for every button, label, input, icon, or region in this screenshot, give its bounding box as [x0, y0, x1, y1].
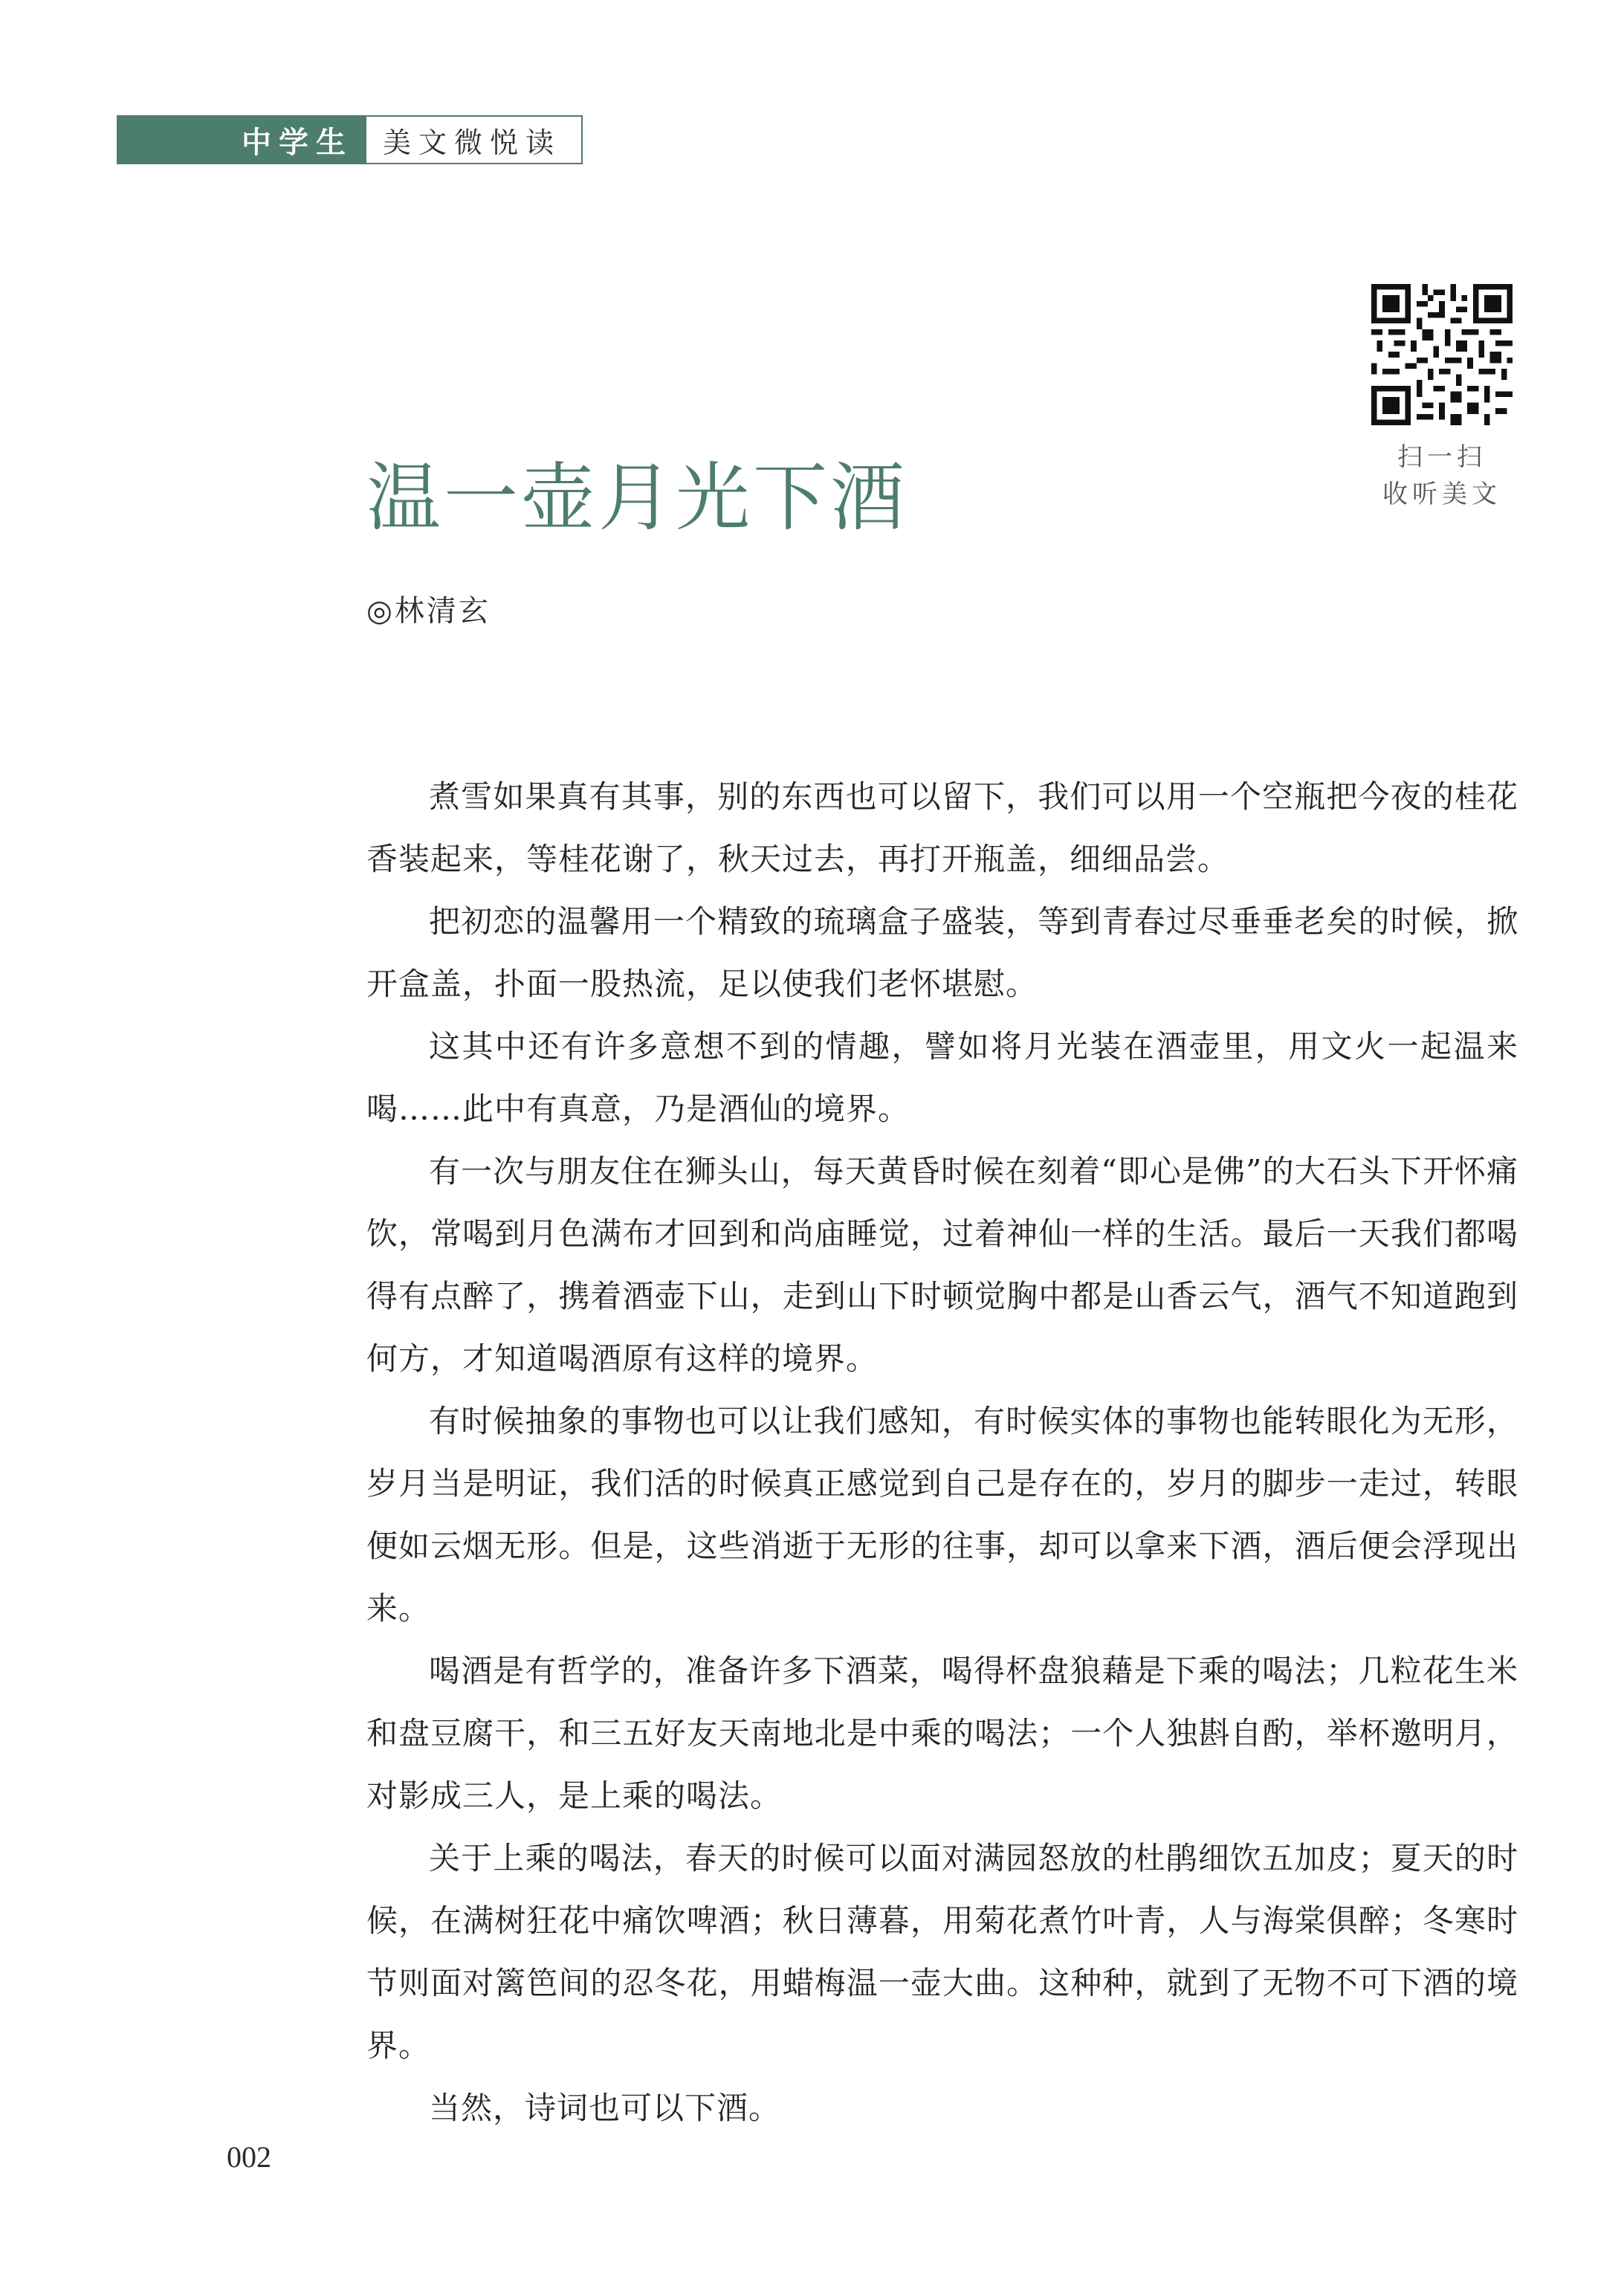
article-body [366, 766, 1518, 2140]
series-label: 中学生 [118, 117, 366, 163]
page-number: 002 [227, 2140, 271, 2174]
column-label: 美文微悦读 [366, 117, 581, 163]
qr-caption-line2: 收听美文 [1382, 479, 1501, 509]
qr-caption [1353, 439, 1531, 513]
article-title: 温一壶月光下酒 [366, 454, 908, 541]
article-author: ◎林清玄 [366, 594, 491, 628]
paragraph: 煮雪如果真有其事，别的东西也可以留下，我们可以用一个空瓶把今夜的桂花香装起来，等桂花谢了，秋天过去，再打开瓶盖，细细品尝。 [366, 778, 1518, 877]
qr-code-icon[interactable] [1371, 284, 1513, 425]
header-banner [117, 115, 583, 164]
paragraph: 有时候抽象的事物也可以让我们感知，有时候实体的事物也能转眼化为无形，岁月当是明证，我们活的时候真正感觉到自己是存在的，岁月的脚步一走过，转眼便如云烟无形。但是，这些消逝于无形的往事，却可以拿来下酒，酒后便会浮现出来。 [366, 1403, 1518, 1627]
qr-caption-line1: 扫一扫 [1397, 442, 1486, 472]
paragraph: 有一次与朋友住在狮头山，每天黄昏时候在刻着“即心是佛”的大石头下开怀痛饮，常喝到月色满布才回到和尚庙睡觉，过着神仙一样的生活。最后一天我们都喝得有点醉了，携着酒壶下山，走到山下时顿觉胸中都是山香云气，酒气不知道跑到何方，才知道喝酒原有这样的境界。 [366, 1153, 1518, 1377]
paragraph: 关于上乘的喝法，春天的时候可以面对满园怒放的杜鹃细饮五加皮；夏天的时候，在满树狂花中痛饮啤酒；秋日薄暮，用菊花煮竹叶青，人与海棠俱醉；冬寒时节则面对篱笆间的忍冬花，用蜡梅温一壶大曲。这种种，就到了无物不可下酒的境界。 [366, 1840, 1518, 2064]
paragraph: 喝酒是有哲学的，准备许多下酒菜，喝得杯盘狼藉是下乘的喝法；几粒花生米和盘豆腐干，和三五好友天南地北是中乘的喝法；一个人独斟自酌，举杯邀明月，对影成三人，是上乘的喝法。 [366, 1653, 1518, 1814]
paragraph: 这其中还有许多意想不到的情趣，譬如将月光装在酒壶里，用文火一起温来喝……此中有真意，乃是酒仙的境界。 [366, 1028, 1518, 1127]
paragraph: 当然，诗词也可以下酒。 [429, 2090, 781, 2126]
qr-code-block[interactable] [1371, 284, 1513, 425]
paragraph: 把初恋的温馨用一个精致的琉璃盒子盛装，等到青春过尽垂垂老矣的时候，掀开盒盖，扑面一股热流，足以使我们老怀堪慰。 [366, 903, 1518, 1002]
